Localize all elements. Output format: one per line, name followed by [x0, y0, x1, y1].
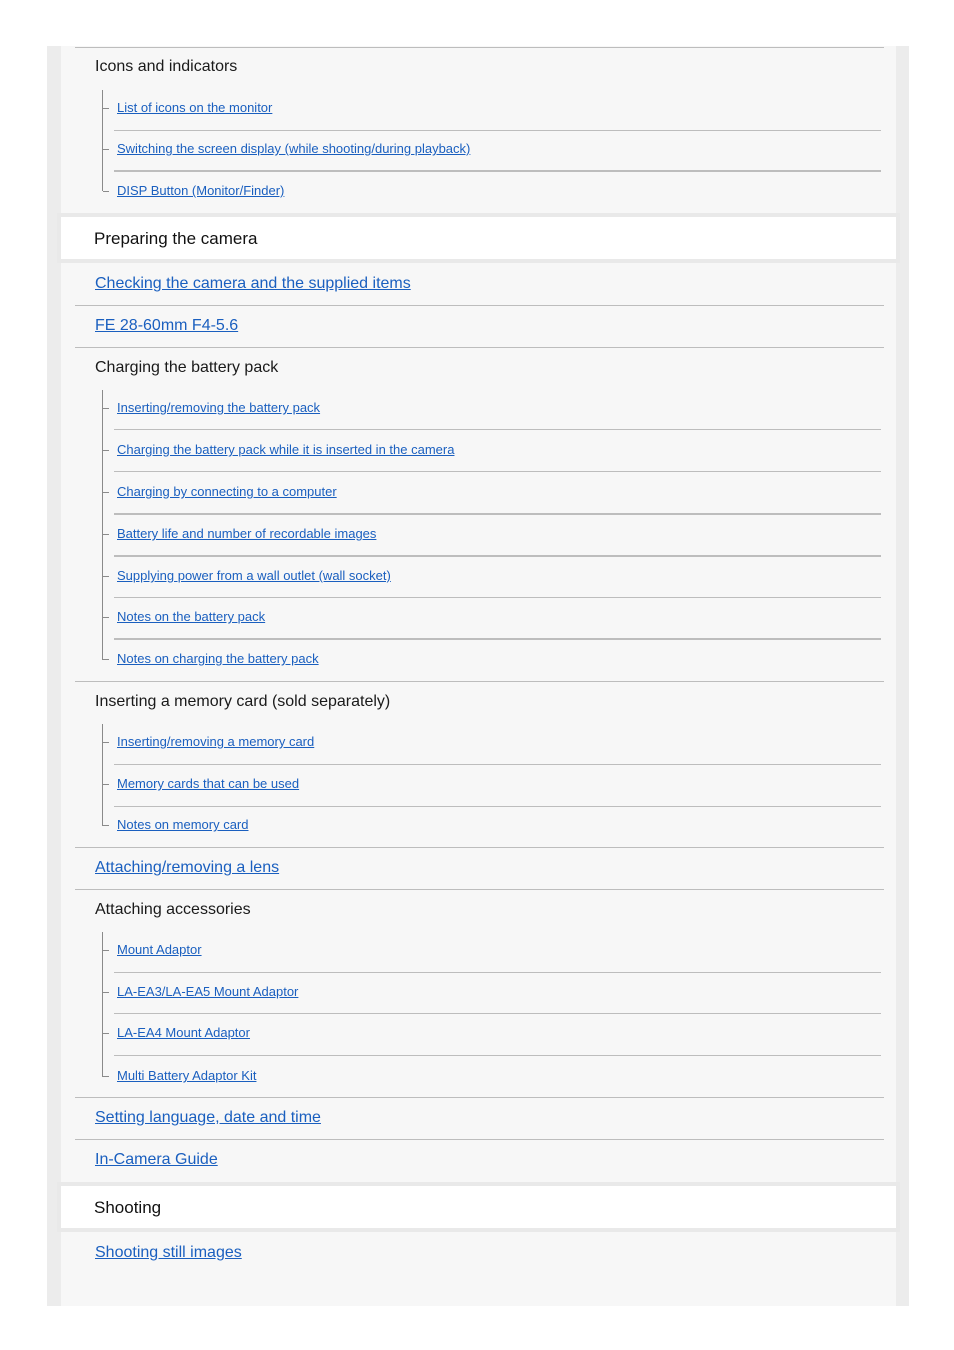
- tree-branch: [103, 408, 109, 409]
- link-switch-display[interactable]: Switching the screen display (while shooting/during playback): [117, 141, 471, 156]
- link-multi-battery[interactable]: Multi Battery Adaptor Kit: [117, 1068, 257, 1083]
- tree-branch: [103, 191, 109, 192]
- tree-branch: [103, 576, 109, 577]
- link-battery-charge-in[interactable]: Charging the battery pack while it is inserted in the camera: [117, 442, 455, 457]
- divider: [114, 130, 881, 131]
- link-checking[interactable]: Checking the camera and the supplied items: [95, 275, 411, 292]
- divider: [75, 889, 884, 890]
- divider: [75, 1139, 884, 1140]
- link-card-insert[interactable]: Inserting/removing a memory card: [117, 734, 315, 749]
- link-laea3[interactable]: LA-EA3/LA-EA5 Mount Adaptor: [117, 984, 299, 999]
- group-heading-charging: Charging the battery pack: [95, 359, 279, 376]
- tree-branch: [103, 950, 109, 951]
- divider: [114, 597, 881, 598]
- link-notes-charging[interactable]: Notes on charging the battery pack: [117, 651, 319, 666]
- link-icons-list[interactable]: List of icons on the monitor: [117, 100, 273, 115]
- divider: [114, 1055, 881, 1056]
- divider: [114, 1013, 881, 1014]
- divider: [114, 972, 881, 973]
- divider: [114, 471, 881, 472]
- link-mount-adaptor[interactable]: Mount Adaptor: [117, 942, 202, 957]
- divider: [114, 638, 881, 640]
- divider: [75, 305, 884, 306]
- tree-branch: [103, 784, 109, 785]
- section-band-preparing: [61, 217, 896, 259]
- tree-branch: [103, 825, 109, 826]
- divider: [75, 681, 884, 682]
- link-wall-power[interactable]: Supplying power from a wall outlet (wall socket): [117, 568, 391, 583]
- group-heading-memory: Inserting a memory card (sold separately): [95, 693, 391, 710]
- tree-branch: [103, 1033, 109, 1034]
- tree-branch: [103, 659, 109, 660]
- link-fe-lens[interactable]: FE 28-60mm F4-5.6: [95, 317, 239, 334]
- tree-branch: [103, 492, 109, 493]
- link-notes-card[interactable]: Notes on memory card: [117, 817, 249, 832]
- tree-line: [102, 390, 103, 660]
- link-attach-lens[interactable]: Attaching/removing a lens: [95, 859, 280, 876]
- link-battery-life[interactable]: Battery life and number of recordable images: [117, 526, 377, 541]
- divider: [114, 429, 881, 430]
- divider: [75, 347, 884, 348]
- tree-branch: [103, 534, 109, 535]
- divider: [75, 47, 884, 48]
- link-language[interactable]: Setting language, date and time: [95, 1109, 321, 1126]
- link-guide[interactable]: In-Camera Guide: [95, 1151, 218, 1168]
- divider: [114, 555, 881, 557]
- link-laea4[interactable]: LA-EA4 Mount Adaptor: [117, 1025, 250, 1040]
- tree-branch: [103, 149, 109, 150]
- divider: [114, 170, 881, 172]
- tree-branch: [103, 617, 109, 618]
- tree-branch: [103, 992, 109, 993]
- group-heading-accessories: Attaching accessories: [95, 901, 251, 918]
- divider: [114, 806, 881, 807]
- section-title-shooting: Shooting: [94, 1198, 162, 1217]
- link-charge-computer[interactable]: Charging by connecting to a computer: [117, 484, 337, 499]
- group-heading-icons: Icons and indicators: [95, 58, 238, 75]
- link-disp-button[interactable]: DISP Button (Monitor/Finder): [117, 183, 285, 198]
- section-title-preparing: Preparing the camera: [94, 229, 258, 248]
- tree-line: [102, 90, 103, 191]
- divider: [75, 1097, 884, 1098]
- link-still[interactable]: Shooting still images: [95, 1244, 242, 1261]
- tree-branch: [103, 108, 109, 109]
- tree-branch: [103, 742, 109, 743]
- link-battery-insert[interactable]: Inserting/removing the battery pack: [117, 400, 321, 415]
- tree-branch: [103, 1076, 109, 1077]
- link-cards-usable[interactable]: Memory cards that can be used: [117, 776, 300, 791]
- tree-line: [102, 724, 103, 826]
- link-notes-battery[interactable]: Notes on the battery pack: [117, 609, 266, 624]
- tree-line: [102, 932, 103, 1077]
- divider: [114, 513, 881, 515]
- divider: [75, 847, 884, 848]
- divider: [114, 764, 881, 765]
- tree-branch: [103, 450, 109, 451]
- section-band-shooting: [61, 1186, 896, 1228]
